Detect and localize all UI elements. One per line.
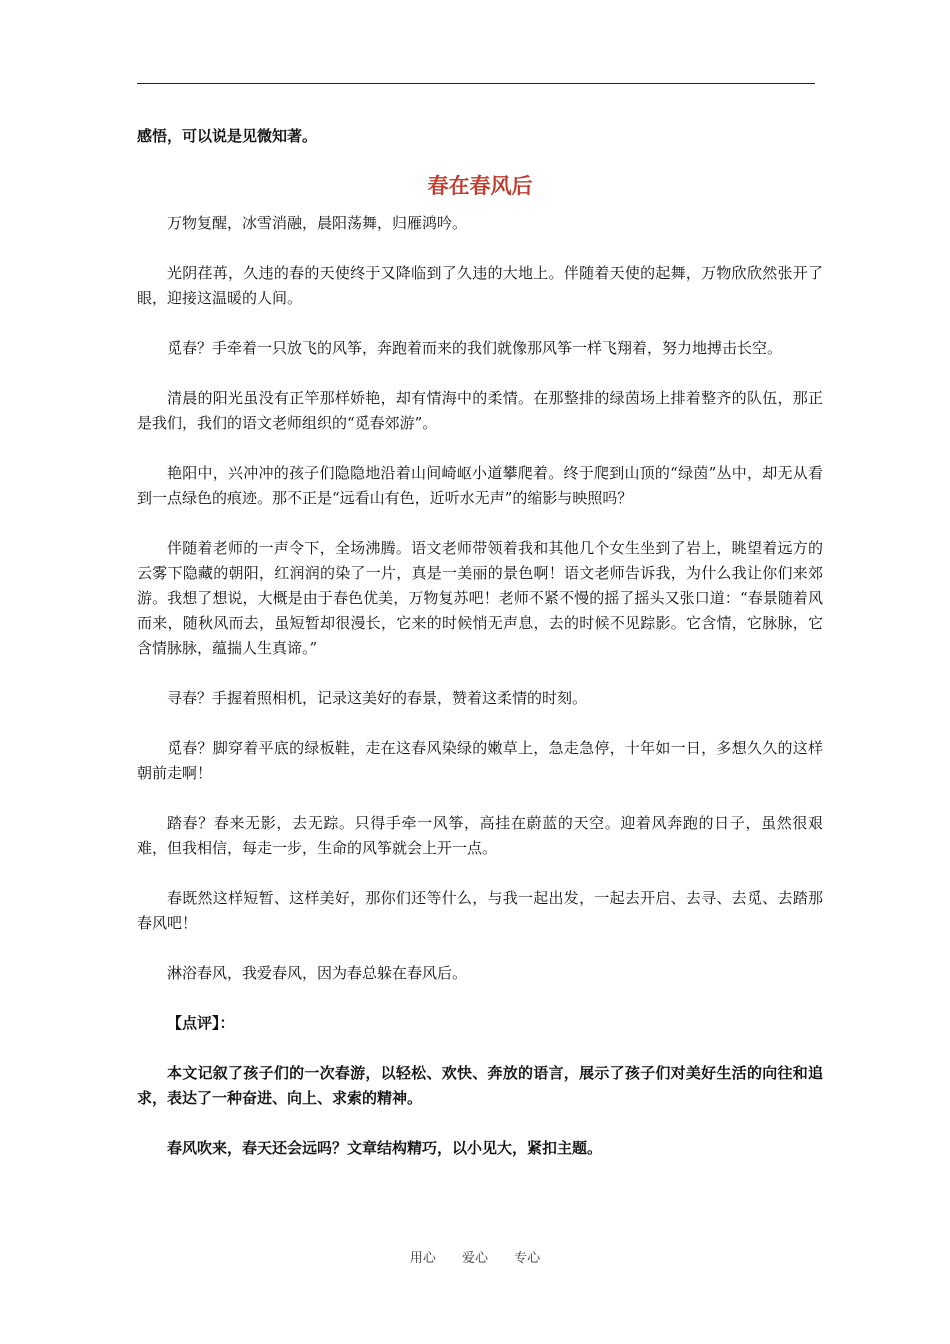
comment-paragraph-1: 本文记叙了孩子们的一次春游，以轻松、欢快、奔放的语言，展示了孩子们对美好生活的向往和追求，表达了一种奋进、向上、求索的精神。 (137, 1064, 823, 1107)
document-body (137, 124, 823, 1186)
paragraph-5: 艳阳中，兴冲冲的孩子们隐隐地沿着山间崎岖小道攀爬着。终于爬到山顶的“绿茵”丛中，却无从看到一点绿色的痕迹。那不正是“远看山有色，近听水无声”的缩影与映照吗？ (137, 464, 823, 507)
essay-title: 春在春风后 (427, 173, 533, 198)
paragraph-10: 春既然这样短暂、这样美好，那你们还等什么，与我一起出发，一起去开启、去寻、去觅、去踏那春风吧！ (137, 889, 823, 932)
footer-item-3: 专心 (514, 1251, 541, 1266)
page-footer (0, 1247, 950, 1266)
header-rule (137, 83, 815, 84)
comment-heading: 【点评】： (167, 1014, 235, 1032)
paragraph-7: 寻春？手握着照相机，记录这美好的春景，赞着这柔情的时刻。 (167, 689, 588, 707)
paragraph-3: 觅春？手牵着一只放飞的风筝，奔跑着而来的我们就像那风筝一样飞翔着，努力地搏击长空。 (167, 339, 783, 357)
footer-item-1: 用心 (409, 1251, 436, 1266)
paragraph-6: 伴随着老师的一声令下，全场沸腾。语文老师带领着我和其他几个女生坐到了岩上，眺望着远方的云雾下隐藏的朝阳，红润润的染了一片，真是一美丽的景色啊！语文老师告诉我，为什么我让你们来郊游。我想了想说，大概是由于春色优美，万物复苏吧！老师不紧不慢的摇了摇头又张口道：“春景随着风而来，随秋风而去，虽短暂却很漫长，它来的时候悄无声息，去的时候不见踪影。它含情，它脉脉，它含情脉脉，蕴揣人生真谛。” (137, 539, 823, 657)
paragraph-9: 踏春？春来无影，去无踪。只得手牵一风筝，高挂在蔚蓝的天空。迎着风奔跑的日子，虽然很艰难，但我相信，每走一步，生命的风筝就会上开一点。 (137, 814, 823, 857)
paragraph-4: 清晨的阳光虽没有正竿那样娇艳，却有情海中的柔情。在那整排的绿茵场上排着整齐的队伍，那正是我们，我们的语文老师组织的“觅春郊游”。 (137, 389, 823, 432)
comment-paragraph-2: 春风吹来，春天还会远吗？文章结构精巧，以小见大，紧扣主题。 (167, 1139, 603, 1157)
paragraph-1: 万物复醒，冰雪消融，晨阳荡舞，归雁鸿吟。 (167, 214, 468, 232)
paragraph-11: 淋浴春风，我爱春风，因为春总躲在春风后。 (167, 964, 468, 982)
footer-item-2: 爱心 (461, 1251, 488, 1266)
paragraph-8: 觅春？脚穿着平底的绿板鞋，走在这春风染绿的嫩草上，急走急停，十年如一日，多想久久的这样朝前走啊！ (137, 739, 823, 782)
lead-text: 感悟，可以说是见微知著。 (137, 127, 318, 145)
paragraph-2: 光阴荏苒，久违的春的天使终于又降临到了久违的大地上。伴随着天使的起舞，万物欣欣然张开了眼，迎接这温暖的人间。 (137, 264, 823, 307)
